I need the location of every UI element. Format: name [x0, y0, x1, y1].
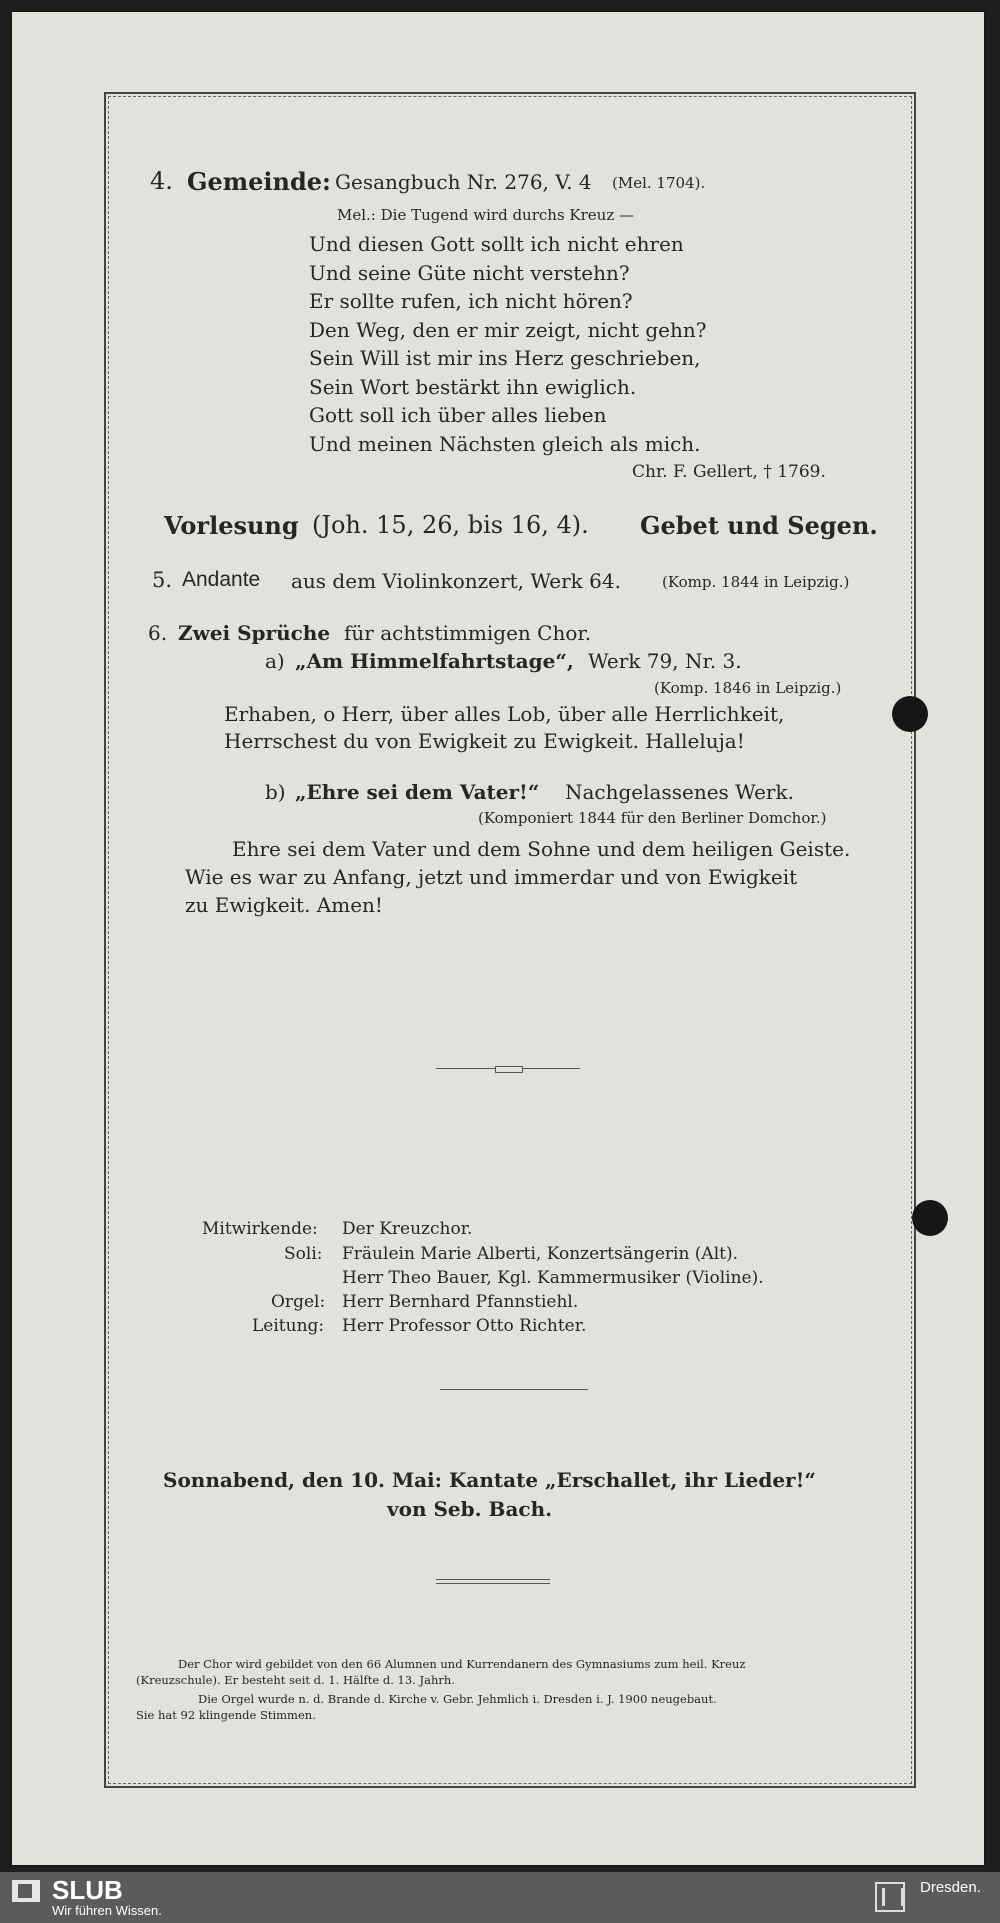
item4-title: Gemeinde:: [187, 167, 331, 196]
verse-line: Und diesen Gott sollt ich nicht ehren: [309, 232, 684, 256]
soloist-2: Herr Theo Bauer, Kgl. Kammermusiker (Violine).: [342, 1268, 764, 1288]
conductor-value: Herr Professor Otto Richter.: [342, 1316, 587, 1336]
item4-number: 4.: [150, 167, 173, 195]
item5-note: (Komp. 1844 in Leipzig.): [662, 573, 850, 591]
footer-title[interactable]: SLUB: [52, 1875, 123, 1905]
announcement-line2: von Seb. Bach.: [387, 1497, 553, 1521]
item6b-title: „Ehre sei dem Vater!“: [295, 780, 540, 804]
announcement-line1: Sonnabend, den 10. Mai: Kantate „Erschallet, ihr Lieder!“: [163, 1468, 816, 1492]
item6a-line: Erhaben, o Herr, über alles Lob, über alle Herrlichkeit,: [224, 702, 785, 726]
verse-line: Sein Will ist mir ins Herz geschrieben,: [309, 346, 701, 370]
item6-title: Zwei Sprüche: [178, 621, 331, 645]
note-line: (Kreuzschule). Er besteht seit d. 1. Hälfte d. 13. Jahrh.: [136, 1673, 455, 1687]
note-line: Der Chor wird gebildet von den 66 Alumnen und Kurrendanern des Gymnasiums zum heil. Kreuz: [178, 1657, 746, 1671]
organ-value: Herr Bernhard Pfannstiehl.: [342, 1292, 579, 1312]
verse-line: Sein Wort bestärkt ihn ewiglich.: [309, 374, 637, 399]
punch-hole: [912, 1200, 948, 1236]
reading-title: Vorlesung: [164, 511, 299, 540]
item6a-work: Werk 79, Nr. 3.: [588, 649, 742, 673]
item4-mel-year: (Mel. 1704).: [612, 174, 706, 192]
item6b-work: Nachgelassenes Werk.: [565, 780, 794, 804]
item6-text: für achtstimmigen Chor.: [344, 621, 592, 645]
viewer-footer: [0, 1872, 1000, 1923]
item6b-line: zu Ewigkeit. Amen!: [185, 893, 383, 917]
item5-text: aus dem Violinkonzert, Werk 64.: [291, 569, 621, 593]
item5-title: Andante: [182, 568, 261, 591]
item6b-label: b): [265, 780, 286, 804]
prayer-title: Gebet und Segen.: [640, 511, 878, 540]
item6a-title: „Am Himmelfahrtstage“,: [295, 649, 574, 673]
double-divider-bottom: [436, 1583, 550, 1584]
note-line: Sie hat 92 klingende Stimmen.: [136, 1708, 316, 1722]
hymn-verse: [309, 230, 707, 458]
performers-label: Mitwirkende:: [202, 1219, 318, 1239]
item6a-line: Herrschest du von Ewigkeit zu Ewigkeit. Halleluja!: [224, 729, 745, 753]
verse-line: Und seine Güte nicht verstehn?: [309, 260, 630, 285]
program-page: [12, 12, 984, 1865]
divider: [440, 1389, 588, 1390]
footer-city[interactable]: Dresden.: [920, 1879, 981, 1896]
verse-line: Er sollte rufen, ich nicht hören?: [309, 289, 633, 313]
city-crest-icon[interactable]: [875, 1882, 905, 1912]
verse-line: Gott soll ich über alles lieben: [309, 403, 607, 427]
item6-number: 6.: [148, 621, 168, 645]
performers-value: Der Kreuzchor.: [342, 1219, 473, 1239]
soloist-1: Fräulein Marie Alberti, Konzertsängerin (Alt).: [342, 1244, 739, 1264]
soloists-label: Soli:: [284, 1244, 323, 1264]
item6a-label: a): [265, 649, 285, 673]
hymn-author: Chr. F. Gellert, † 1769.: [632, 462, 826, 482]
organ-label: Orgel:: [271, 1292, 326, 1312]
slub-logo-icon[interactable]: [12, 1880, 40, 1902]
item4-melody: Mel.: Die Tugend wird durchs Kreuz —: [337, 206, 634, 224]
divider-ornament: [495, 1066, 523, 1073]
double-divider-top: [436, 1579, 550, 1580]
reading-ref: (Joh. 15, 26, bis 16, 4).: [312, 511, 589, 539]
conductor-label: Leitung:: [252, 1316, 325, 1336]
item6a-note: (Komp. 1846 in Leipzig.): [654, 679, 842, 697]
verse-line: Und meinen Nächsten gleich als mich.: [309, 431, 701, 456]
item5-number: 5.: [152, 568, 173, 592]
item6b-line: Ehre sei dem Vater und dem Sohne und dem heiligen Geiste.: [232, 837, 851, 861]
item4-ref: Gesangbuch Nr. 276, V. 4: [335, 170, 592, 194]
note-line: Die Orgel wurde n. d. Brande d. Kirche v. Gebr. Jehmlich i. Dresden i. J. 1900 neugebaut.: [198, 1692, 717, 1706]
footer-tagline: Wir führen Wissen.: [52, 1903, 162, 1918]
punch-hole: [892, 696, 928, 732]
item6b-note: (Komponiert 1844 für den Berliner Domchor.): [478, 809, 827, 827]
item6b-line: Wie es war zu Anfang, jetzt und immerdar und von Ewigkeit: [185, 865, 798, 889]
verse-line: Den Weg, den er mir zeigt, nicht gehn?: [309, 317, 707, 342]
